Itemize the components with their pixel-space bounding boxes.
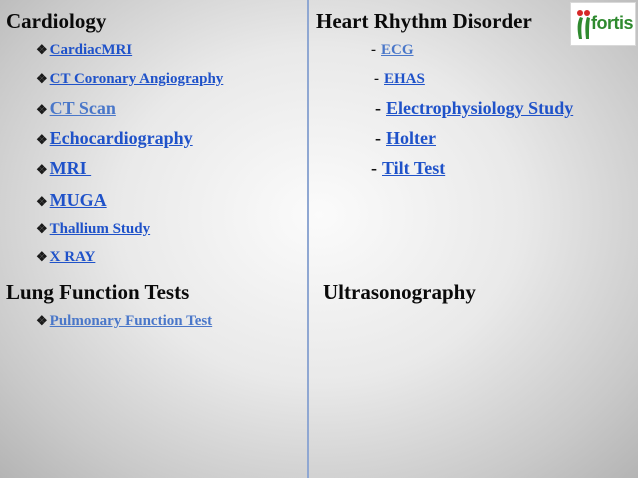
- dash-marker: -: [375, 128, 381, 148]
- dash-marker: -: [375, 98, 381, 118]
- diamond-bullet-icon: ❖: [36, 42, 48, 57]
- cardiology-item-thallium[interactable]: [36, 218, 150, 240]
- lung-item-pft[interactable]: [36, 310, 212, 332]
- fortis-logo: [570, 2, 636, 46]
- electrophysiology-study-link[interactable]: Electrophysiology Study: [386, 98, 574, 118]
- cardiac-mri-link[interactable]: CardiacMRI: [49, 42, 133, 58]
- cardiology-item-xray[interactable]: [36, 246, 95, 268]
- muga-link[interactable]: MUGA: [49, 190, 107, 210]
- fortis-logo-icon: [574, 9, 592, 41]
- pulmonary-function-test-link[interactable]: Pulmonary Function Test: [49, 313, 213, 329]
- echocardiography-link[interactable]: Echocardiography: [49, 128, 193, 148]
- cardiology-item-muga[interactable]: [36, 189, 107, 213]
- diamond-bullet-icon: ❖: [36, 102, 48, 117]
- fortis-logo-text: fortis: [591, 13, 633, 33]
- tilt-test-link[interactable]: Tilt Test: [382, 158, 446, 178]
- heart-rhythm-heading: Heart Rhythm Disorder: [316, 9, 532, 33]
- x-ray-link[interactable]: X RAY: [49, 249, 96, 265]
- diamond-bullet-icon: ❖: [36, 71, 48, 86]
- column-divider: [307, 0, 309, 478]
- ct-scan-link[interactable]: CT Scan: [49, 98, 116, 118]
- ultrasonography-heading: Ultrasonography: [323, 280, 476, 304]
- diamond-bullet-icon: ❖: [36, 313, 48, 328]
- cardiology-item-mri[interactable]: [36, 157, 91, 181]
- dash-marker: -: [374, 71, 379, 87]
- cardiology-item-ct-scan[interactable]: [36, 97, 116, 121]
- ct-coronary-angiography-link[interactable]: CT Coronary Angiography: [49, 71, 224, 87]
- heart-rhythm-item-tilt-test[interactable]: [371, 157, 445, 179]
- lung-function-heading: Lung Function Tests: [6, 280, 190, 304]
- diamond-bullet-icon: ❖: [36, 221, 48, 236]
- dash-marker: -: [371, 42, 376, 58]
- cardiology-item-echocardiography[interactable]: [36, 127, 193, 151]
- mri-link[interactable]: MRI: [49, 158, 92, 178]
- heart-rhythm-item-holter[interactable]: [375, 127, 436, 149]
- heart-rhythm-item-ecg[interactable]: [371, 39, 414, 61]
- thallium-study-link[interactable]: Thallium Study: [49, 221, 151, 237]
- diamond-bullet-icon: ❖: [36, 249, 48, 264]
- cardiology-heading: Cardiology: [6, 9, 107, 33]
- ehas-link[interactable]: EHAS: [384, 71, 425, 87]
- diamond-bullet-icon: ❖: [36, 132, 48, 147]
- diamond-bullet-icon: ❖: [36, 194, 48, 209]
- diamond-bullet-icon: ❖: [36, 162, 48, 177]
- heart-rhythm-item-ehas[interactable]: [374, 68, 425, 90]
- holter-link[interactable]: Holter: [386, 128, 436, 148]
- dash-marker: -: [371, 158, 377, 178]
- cardiology-item-cardiac-mri[interactable]: [36, 39, 132, 61]
- heart-rhythm-item-ep-study[interactable]: [375, 97, 573, 119]
- cardiology-item-ct-coronary[interactable]: [36, 68, 223, 90]
- ecg-link[interactable]: ECG: [381, 42, 414, 58]
